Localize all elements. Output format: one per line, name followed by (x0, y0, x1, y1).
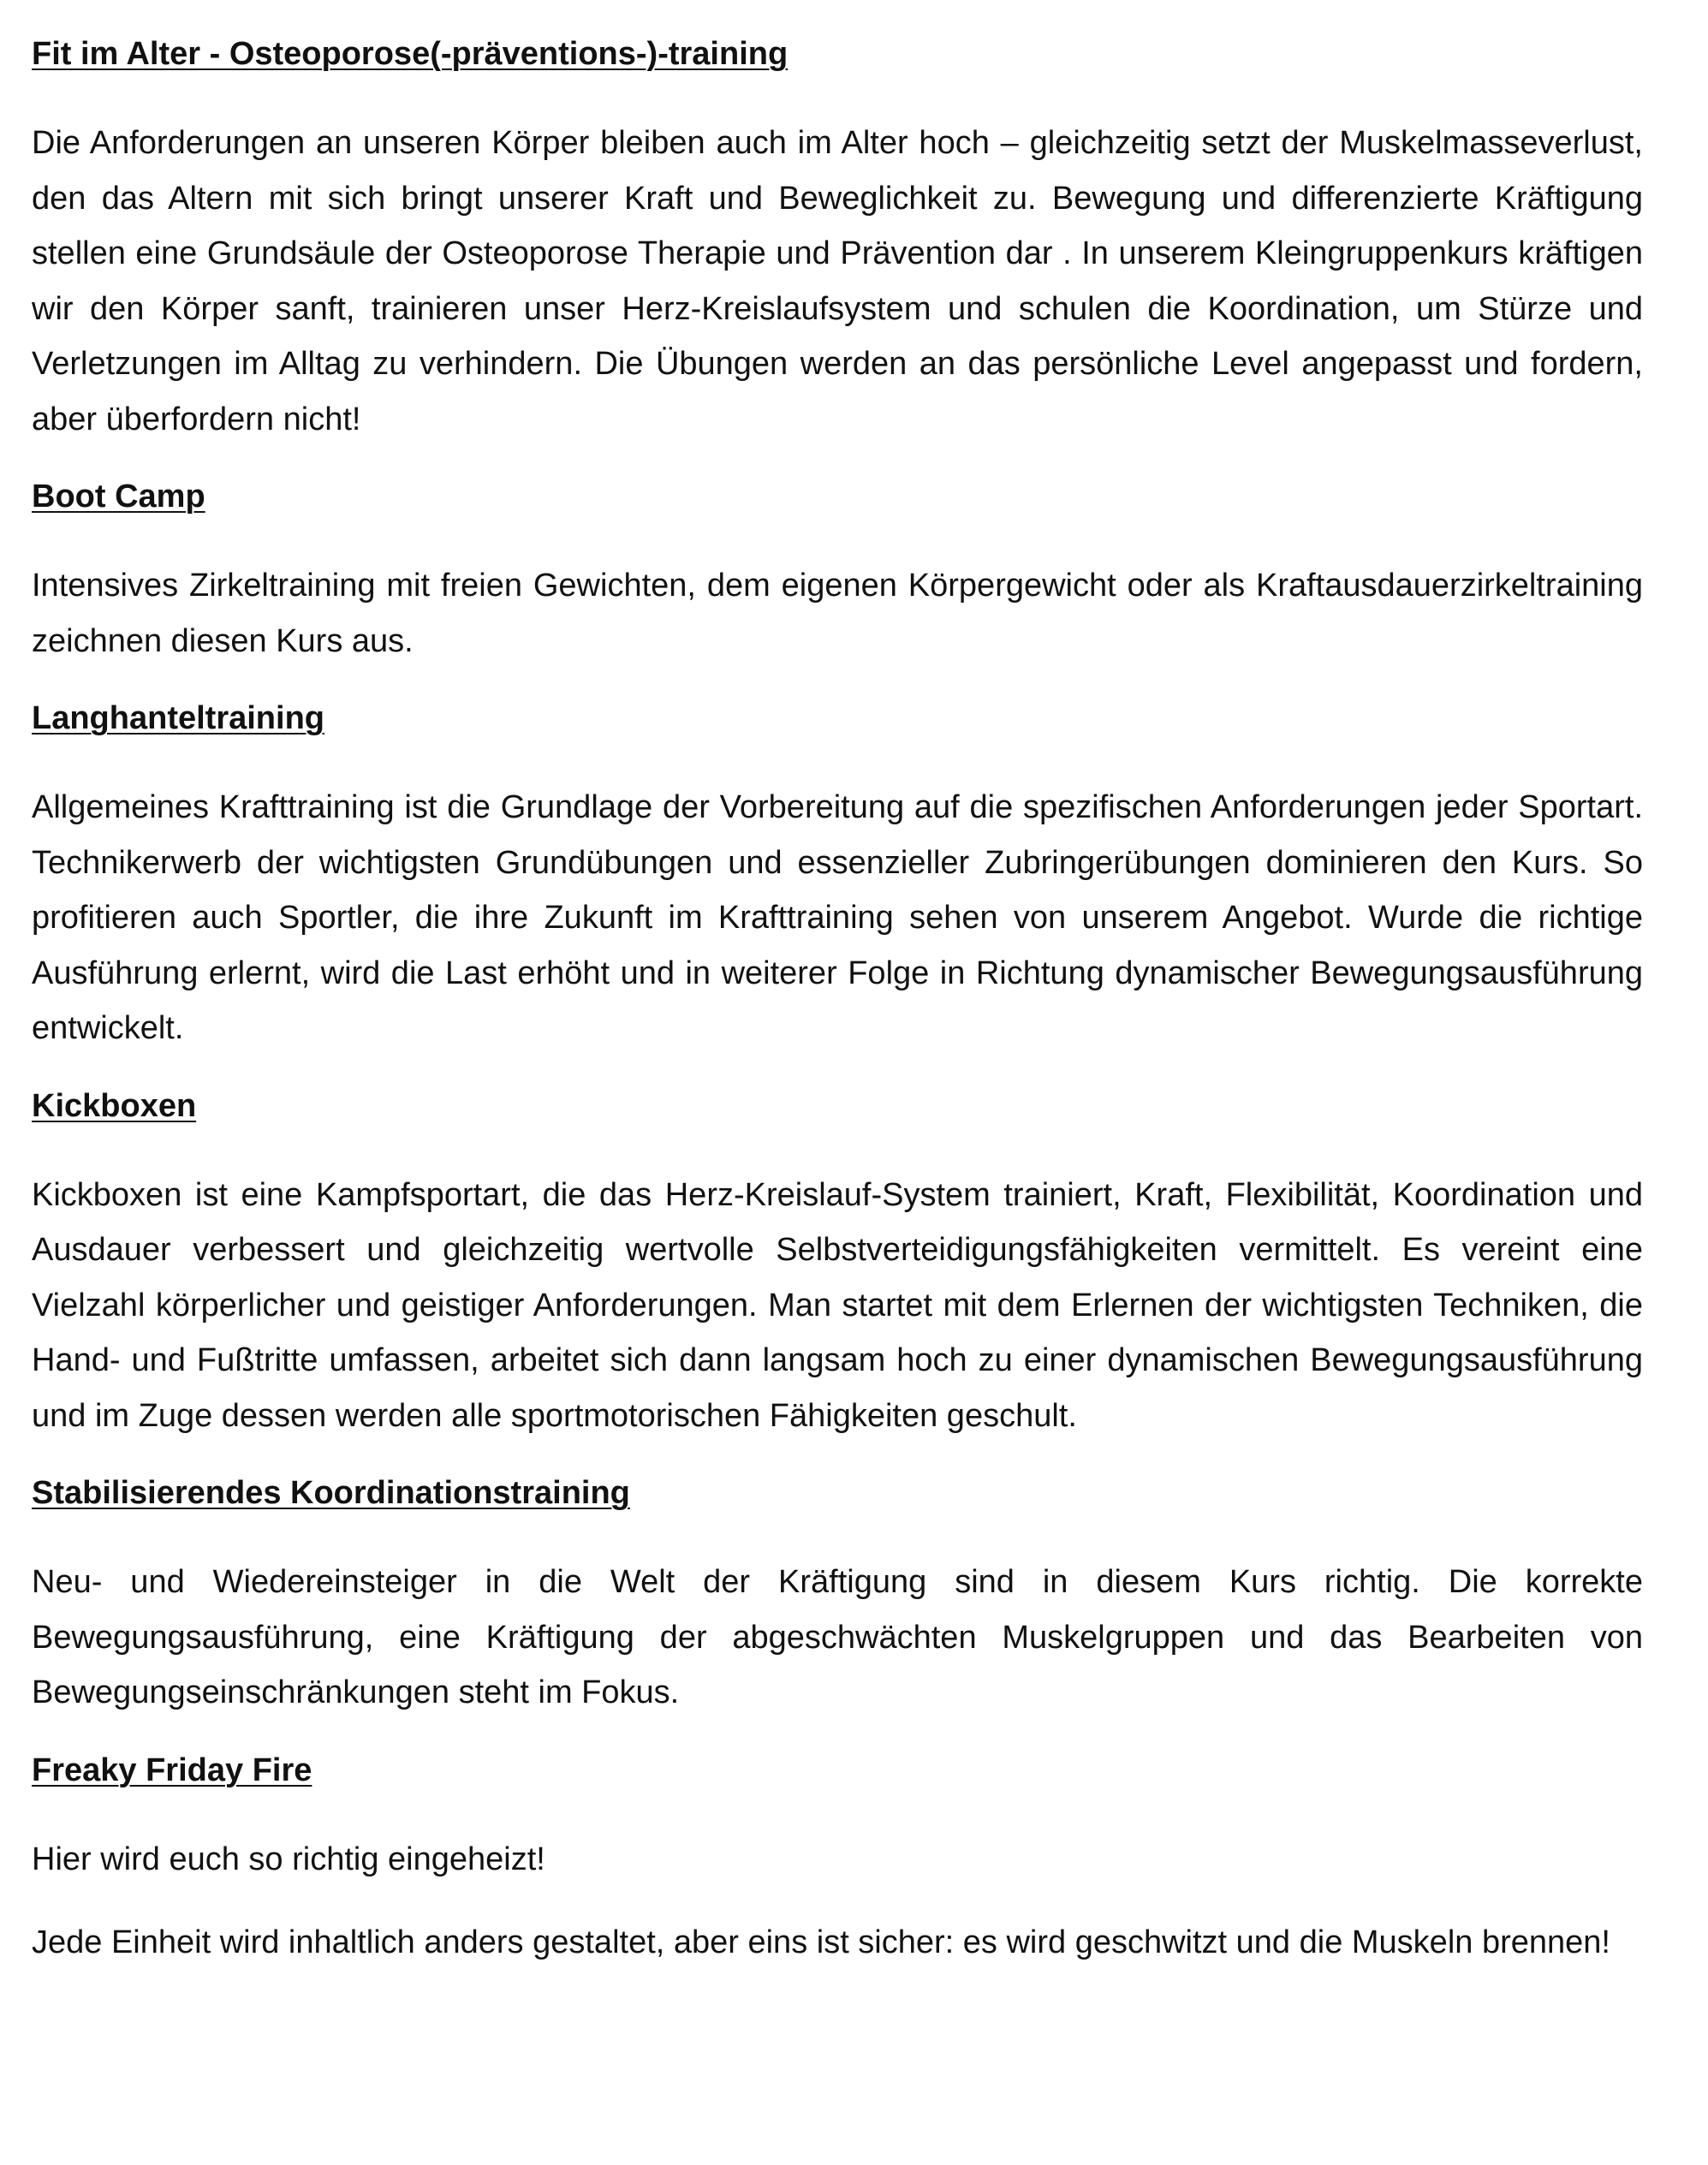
section-heading: Langhanteltraining (32, 700, 324, 736)
section-freaky-friday-fire (32, 1749, 1643, 1971)
section-paragraph: Kickboxen ist eine Kampfsportart, die das Herz-Kreislauf-System trainiert, Kraft, Flexibilität, Koordination und Ausdauer verbessert und gleichzeitig wertvolle Selbstverteidigungsfähigkeiten vermittelt. Es vereint eine Vielzahl körperlicher und geistiger Anforderungen. Man startet mit dem Erlernen der wichtigsten Techniken, die Hand- und Fußtritte umfassen, arbeitet sich dann langsam hoch zu einer dynamischen Bewegungsausführung und im Zuge dessen werden alle sportmotorischen Fähigkeiten geschult. (32, 1176, 1643, 1434)
section-koordinationstraining (32, 1472, 1643, 1721)
section-heading: Freaky Friday Fire (32, 1752, 312, 1788)
section-kickboxen (32, 1085, 1643, 1444)
section-paragraph: Neu- und Wiedereinsteiger in die Welt der Kräftigung sind in diesem Kurs richtig. Die korrekte Bewegungsausführung, eine Kräftigung der abgeschwächten Muskelgruppen und das Bearbeiten von Bewegungseinschränkungen steht im Fokus. (32, 1564, 1643, 1710)
section-paragraph: Hier wird euch so richtig eingeheizt! (32, 1841, 545, 1877)
section-heading: Fit im Alter - Osteoporose(-präventions-)-training (32, 36, 789, 72)
section-heading: Boot Camp (32, 479, 205, 514)
section-langhanteltraining (32, 697, 1643, 1056)
document-page (32, 33, 1643, 1999)
section-paragraph: Allgemeines Krafttraining ist die Grundlage der Vorbereitung auf die spezifischen Anforderungen jeder Sportart. Technikerwerb der wichtigsten Grundübungen und essenzieller Zubringerübungen dominieren den Kurs. So profitieren auch Sportler, die ihre Zukunft im Krafttraining sehen von unserem Angebot. Wurde die richtige Ausführung erlernt, wird die Last erhöht und in weiterer Folge in Richtung dynamischer Bewegungsausführung entwickelt. (32, 789, 1643, 1046)
section-paragraph: Jede Einheit wird inhaltlich anders gestaltet, aber eins ist sicher: es wird geschwitzt und die Muskeln brennen! (32, 1924, 1610, 1960)
section-heading: Kickboxen (32, 1087, 197, 1124)
section-fit-im-alter (32, 33, 1643, 447)
section-paragraph: Die Anforderungen an unseren Körper bleiben auch im Alter hoch – gleichzeitig setzt der Muskelmasseverlust, den das Altern mit sich bringt unserer Kraft und Beweglichkeit zu. Bewegung und differenzierte Kräftigung stellen eine Grundsäule der Osteoporose Therapie und Prävention dar . In unserem Kleingruppenkurs kräftigen wir den Körper sanft, trainieren unser Herz-Kreislaufsystem und schulen die Koordination, um Stürze und Verletzungen im Alltag zu verhindern. Die Übungen werden an das persönliche Level angepasst und fordern, aber überfordern nicht! (32, 125, 1643, 437)
section-paragraph: Intensives Zirkeltraining mit freien Gewichten, dem eigenen Körpergewicht oder als Kraftausdauerzirkeltraining zeichnen diesen Kurs aus. (32, 568, 1643, 659)
section-heading: Stabilisierendes Koordinationstraining (32, 1475, 630, 1511)
section-boot-camp (32, 475, 1643, 669)
